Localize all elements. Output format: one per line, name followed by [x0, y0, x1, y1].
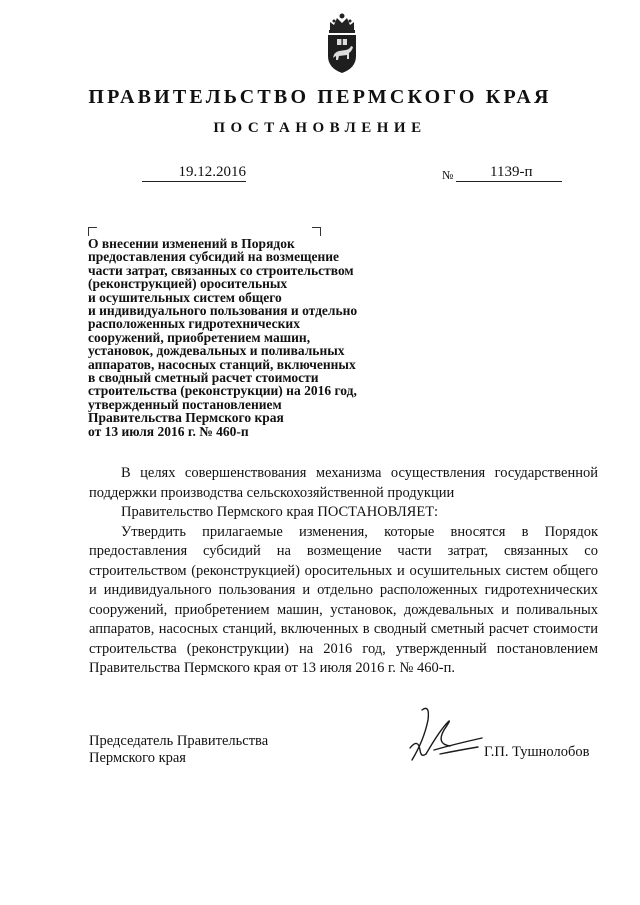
document-date: 19.12.2016 — [142, 164, 246, 182]
subject-line: Правительства Пермского края — [88, 410, 284, 426]
signatory-name: Г.П. Тушнолобов — [484, 744, 590, 760]
subject-line: в сводный сметный расчет стоимости — [88, 370, 319, 386]
subject-line: установок, дождевальных и поливальных — [88, 343, 345, 359]
subject-line: предоставления субсидий на возмещение — [88, 249, 340, 265]
subject-line: от 13 июля 2016 г. № 460-п — [88, 423, 249, 439]
subject-corner-left — [88, 227, 97, 236]
document-number: 1139-п — [456, 164, 562, 182]
document-type: ПОСТАНОВЛЕНИЕ — [213, 120, 427, 136]
signatory-role-line: Пермского края — [89, 750, 186, 766]
handwritten-signature-icon — [400, 700, 490, 766]
subject-line: строительства (реконструкции) на 2016 год, — [88, 383, 357, 399]
subject-line: утвержденный постановлением — [88, 396, 282, 412]
subject-line: (реконструкцией) оросительных — [88, 276, 288, 292]
subject-line: части затрат, связанных со строительством — [88, 262, 354, 278]
subject-line: сооружений, приобретением машин, — [88, 329, 311, 345]
signatory-role-line: Председатель Правительства — [89, 733, 269, 749]
subject-line: и индивидуального пользования и отдельно — [88, 303, 358, 319]
subject-corner-right — [312, 227, 321, 236]
subject-line: О внесении изменений в Порядок — [88, 236, 295, 251]
signatory-role — [89, 733, 268, 767]
subject-line: аппаратов, насосных станций, включенных — [88, 356, 356, 372]
government-title: ПРАВИТЕЛЬСТВО ПЕРМСКОГО КРАЯ — [88, 86, 552, 108]
document-subject — [88, 237, 418, 438]
subject-line: и осушительных систем общего — [88, 289, 282, 305]
body-paragraph-resolves: Правительство Пермского края ПОСТАНОВЛЯЕТ: — [121, 504, 439, 520]
body-paragraph-approve: Утвердить прилагаемые изменения, которые вносятся в Порядок предоставления субсидий на возмещение части затрат, связанных со строительством (реконструкцией) оросительных и осушительных систем общего и индивидуального пользования и отдельно расположенных гидротехнических сооружений, приобретением машин, установок, дождевальных и поливальных аппаратов, насосных станций, включенных в сводный сметный расчет стоимости строительства (реконструкции) на 2016 год, утвержденный постановлением Правительства Пермского края от 13 июля 2016 г. № 460-п. — [89, 523, 598, 676]
subject-line: расположенных гидротехнических — [88, 316, 300, 332]
number-mark: № — [442, 168, 454, 182]
body-paragraph-purpose: В целях совершенствования механизма осуществления государственной поддержки производства сельскохозяйственной продукции — [89, 465, 598, 501]
document-body — [89, 464, 598, 679]
coat-of-arms-icon — [324, 12, 360, 74]
